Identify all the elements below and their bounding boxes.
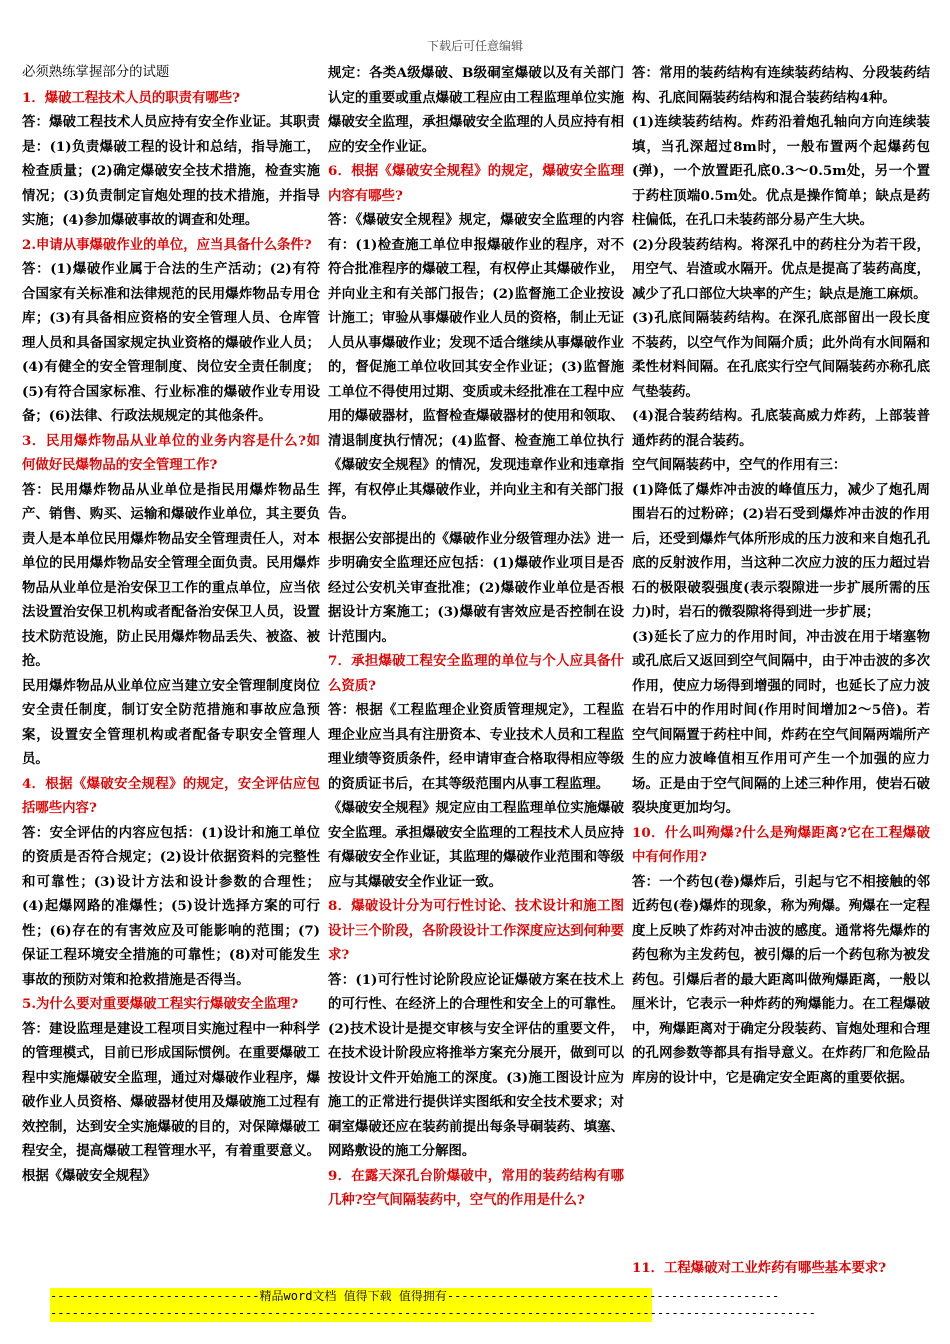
paragraph: 答：(1)可行性讨论阶段应论证爆破方案在技术上的可行性、在经济上的合理性和安全上的可靠性。(2)技术设计是提交审核与安全评估的重要文件，在技术设计阶段应将推举方案充分展开，做到可以按设计文件开始施工的深度。(3)施工图设计应为施工的正常进行提供详实图纸和安全技术要求；对硐室爆破还应在装药前提出每条导硐装药、填塞、网路敷设的施工分解图。	[328, 971, 624, 1159]
paragraph: 答：建设监理是建设工程项目实施过程中一种科学的管理模式，目前已形成国际惯例。在重要爆破工程中实施爆破安全监理，通过对爆破作业程序，爆破作业人员资格、爆破器材使用及爆破施工过程有效控制，达到安全实施爆破的目的，对保障爆破工程安全，提高爆破工程管理水平，有着重要意义。根据《爆破安全规程》	[22, 1020, 320, 1184]
paragraph: 必须熟练掌握部分的试题	[22, 65, 170, 80]
question-11-heading: 11．工程爆破对工业炸药有哪些基本要求?	[632, 1260, 887, 1276]
footer-line-2: ----------------------------------------------------------------------------------------------------------	[50, 1306, 816, 1320]
paragraph: 答：《爆破安全规程》规定，爆破安全监理的内容有：(1)检查施工单位申报爆破作业的程序，对不符合批准程序的爆破工程，有权停止其爆破作业，并向业主和有关部门报告；(2)监督施工企业按设计施工；审验从事爆破作业人员的资格，制止无证人员从事爆破作业；发现不适合继续从事爆破作业的，督促施工单位收回其安全作业证；(3)监督施工单位不得使用过期、变质或未经批准在工程中应用的爆破器材，监督检查爆破器材的使用和领取、清退制度执行情况；(4)监督、检查施工单位执行《爆破安全规程》的情况，发现违章作业和违章指挥，有权停止其爆破作业，并向业主和有关部门报告。	[328, 212, 624, 522]
paragraph: 空气间隔装药中，空气的作用有三：	[632, 457, 847, 473]
paragraph: (3)延长了应力的作用时间，冲击波在用于堵塞物或孔底后又返回到空气间隔中，由于冲击波的多次作用，使应力场得到增强的同时，也延长了应力波在岩石中的作用时间(作用时间增加2～5倍)。若空气间隔置于药柱中间，炸药在空气间隔两端所产生的应力波峰值相互作用可产生一个加强的应力场。正是由于空气间隔的上述三种作用，使岩石破裂块度更加均匀。	[632, 628, 930, 816]
footer-line-1: -----------------------------精品word文档 值得下载 值得拥有----------------------------------------------	[50, 1289, 780, 1303]
question-heading: 4．根据《爆破安全规程》的规定，安全评估应包括哪些内容?	[22, 775, 320, 816]
footer-banner	[50, 1288, 816, 1322]
question-heading: 6．根据《爆破安全规程》的规定，爆破安全监理内容有哪些?	[328, 163, 624, 204]
question-heading: 8．爆破设计分为可行性讨论、技术设计和施工图设计三个阶段，各阶段设计工作深度应达到何种要求?	[328, 898, 624, 963]
paragraph: 答：爆破工程技术人员应持有安全作业证。其职责是：(1)负责爆破工程的设计和总结，指导施工，检查质量；(2)确定爆破安全技术措施，检查实施情况；(3)负责制定盲炮处理的技术措施，并指导实施；(4)参加爆破事故的调查和处理。	[22, 114, 320, 228]
question-heading: 7．承担爆破工程安全监理的单位与个人应具备什么资质?	[328, 653, 624, 694]
question-heading: 3．民用爆炸物品从业单位的业务内容是什么?如何做好民爆物品的安全管理工作?	[22, 432, 320, 473]
paragraph: (3)孔底间隔装药结构。在深孔底部留出一段长度不装药，以空气作为间隔介质；此外尚有水间隔和柔性材料间隔。在孔底实行空气间隔装药亦称孔底气垫装药。	[632, 310, 930, 400]
column-1	[22, 61, 320, 1188]
paragraph: 答：常用的装药结构有连续装药结构、分段装药结构、孔底间隔装药结构和混合装药结构4种。	[632, 65, 930, 106]
question-heading: 9．在露天深孔台阶爆破中，常用的装药结构有哪几种?空气间隔装药中，空气的作用是什么?	[328, 1167, 624, 1208]
paragraph: 《爆破安全规程》规定应由工程监理单位实施爆破安全监理。承担爆破安全监理的工程技术人员应持有爆破安全作业证，其监理的爆破作业范围和等级应与其爆破安全作业证一致。	[328, 800, 624, 890]
column-3	[632, 61, 930, 1090]
paragraph: 答：安全评估的内容应包括：(1)设计和施工单位的资质是否符合规定；(2)设计依据资料的完整性和可靠性；(3)设计方法和设计参数的合理性；(4)起爆网路的准爆性；(5)设计选择方案的可行性；(6)存在的有害效应及可能影响的范围；(7)保证工程环境安全措施的可靠性；(8)对可能发生事故的预防对策和抢救措施是否得当。	[22, 824, 320, 988]
paragraph: 规定：各类A级爆破、B级硐室爆破以及有关部门认定的重要或重点爆破工程应由工程监理单位实施爆破安全监理，承担爆破安全监理的人员应持有相应的安全作业证。	[328, 65, 624, 155]
paragraph: 答：根据《工程监理企业资质管理规定》，工程监理企业应当具有注册资本、专业技术人员和工程监理业绩等资质条件，经申请审查合格取得相应等级的资质证书后，在其等级范围内从事工程监理。	[328, 702, 624, 792]
question-heading: 1．爆破工程技术人员的职责有哪些?	[22, 89, 241, 106]
paragraph: 答：一个药包(卷)爆炸后，引起与它不相接触的邻近药包(卷)爆炸的现象，称为殉爆。殉爆在一定程度上反映了炸药对冲击波的感度。通常将先爆炸的药包称为主发药包，被引爆的后一个药包称为被发药包。引爆后者的最大距离叫做殉爆距离，一般以厘米计，它表示一种炸药的殉爆能力。在工程爆破中，殉爆距离对于确定分段装药、盲炮处理和合理的孔网参数等都具有指导意义。在炸药厂和危险品库房的设计中，它是确定安全距离的重要依据。	[632, 873, 930, 1086]
question-heading: 2.申请从事爆破作业的单位，应当具备什么条件?	[22, 236, 312, 253]
paragraph: (1)降低了爆炸冲击波的峰值压力，减少了炮孔周围岩石的过粉碎；(2)岩石受到爆炸冲击波的作用后，还受到爆炸气体所形成的压力波和来自炮孔孔底的反射波作用，当这种二次应力波的压力超过岩石的极限破裂强度(表示裂隙进一步扩展所需的压力)时，岩石的微裂隙将得到进一步扩展；	[632, 481, 930, 620]
question-heading: 10．什么叫殉爆?什么是殉爆距离?它在工程爆破中有何作用?	[632, 824, 930, 865]
paragraph: (1)连续装药结构。炸药沿着炮孔轴向方向连续装填，当孔深超过8m时，一般布置两个起爆药包(弹)，一个放置距孔底0.3～0.5m处，另一个置于药柱顶端0.5m处。优点是操作简单；缺点是药柱偏低，在孔口未装药部分易产生大块。	[632, 114, 930, 228]
page-header: 下载后可任意编辑	[426, 39, 523, 53]
paragraph: 民用爆炸物品从业单位应当建立安全管理制度岗位安全责任制度，制订安全防范措施和事故应急预案，设置安全管理机构或者配备专职安全管理人员。	[22, 677, 320, 767]
column-2	[328, 61, 624, 1213]
paragraph: 答：(1)爆破作业属于合法的生产活动；(2)有符合国家有关标准和法律规范的民用爆炸物品专用仓库；(3)有具备相应资格的安全管理人员、仓库管理人员和具备国家规定执业资格的爆破作业人员；(4)有健全的安全管理制度、岗位安全责任制度；(5)有符合国家标准、行业标准的爆破作业专用设备；(6)法律、行政法规规定的其他条件。	[22, 261, 320, 424]
paragraph: 答：民用爆炸物品从业单位是指民用爆炸物品生产、销售、购买、运输和爆破作业单位，其主要负责人是本单位民用爆炸物品安全管理责任人，对本单位的民用爆炸物品安全管理全面负责。民用爆炸物品从业单位是治安保卫工作的重点单位，应当依法设置治安保卫机构或者配备治安保卫人员，设置技术防范设施，防止民用爆炸物品丢失、被盗、被抢。	[22, 481, 320, 669]
paragraph: (2)分段装药结构。将深孔中的药柱分为若干段，用空气、岩渣或水隔开。优点是提高了装药高度，减少了孔口部位大块率的产生；缺点是施工麻烦。	[632, 236, 930, 302]
paragraph: (4)混合装药结构。孔底装高威力炸药，上部装普通炸药的混合装药。	[632, 408, 930, 449]
paragraph: 根据公安部提出的《爆破作业分级管理办法》进一步明确安全监理还应包括：(1)爆破作业项目是否经过公安机关审查批准；(2)爆破作业单位是否根据设计方案施工；(3)爆破有害效应是否控制在设计范围内。	[328, 530, 624, 645]
question-heading: 5.为什么要对重要爆破工程实行爆破安全监理?	[22, 996, 299, 1012]
